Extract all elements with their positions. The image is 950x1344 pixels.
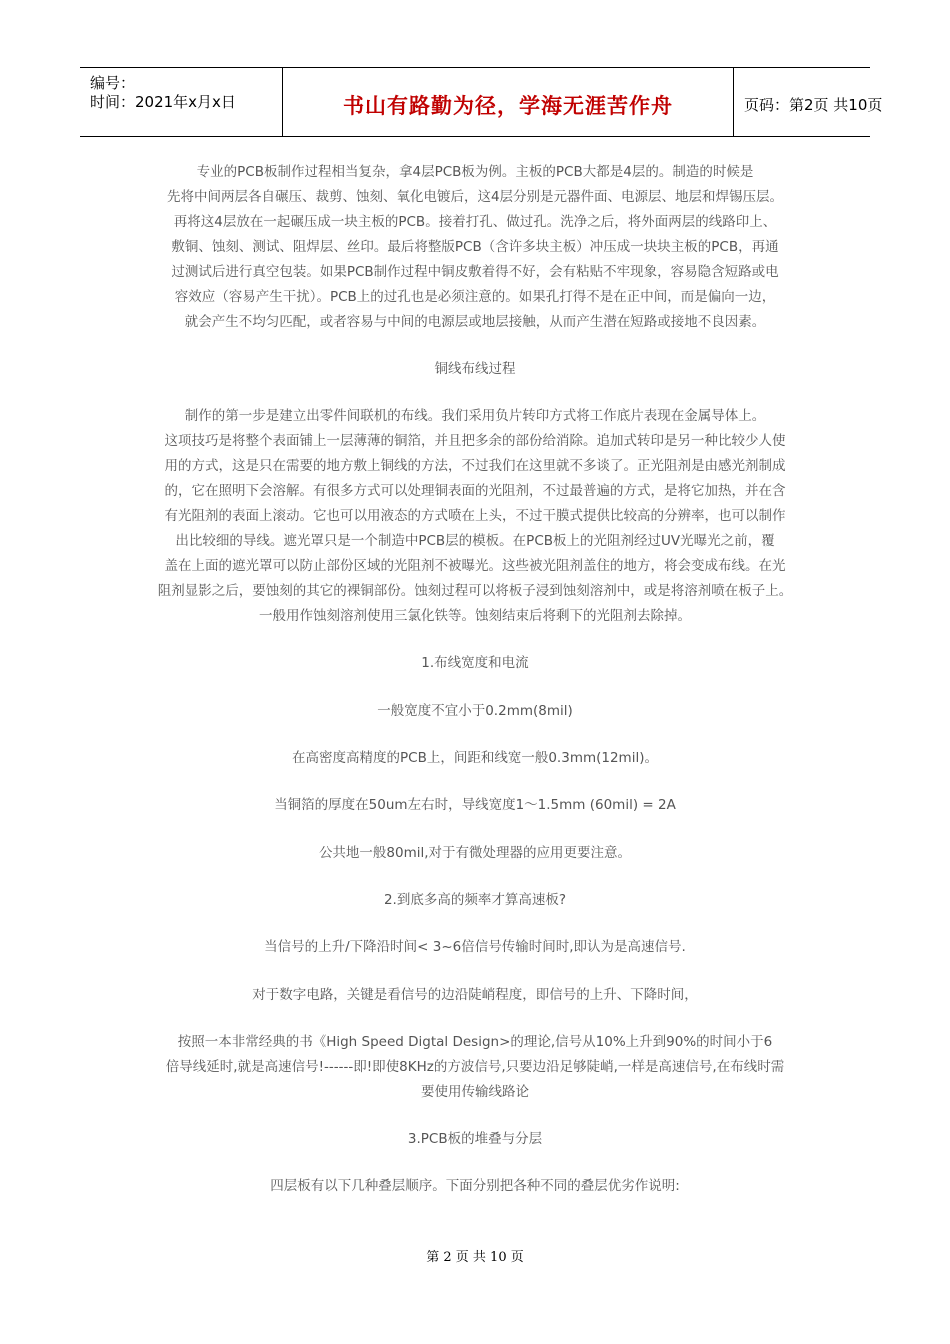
text-line: 这项技巧是将整个表面铺上一层薄薄的铜箔，并且把多余的部份给消除。追加式转印是另一种比较少人使 bbox=[164, 433, 786, 449]
text-line: 倍导线延时,就是高速信号!------即!即使8KHz的方波信号,只要边沿足够陡峭,一样是高速信号,在布线时需 bbox=[165, 1059, 785, 1075]
header-motto: 书山有路勤为径，学海无涯苦作舟 bbox=[343, 94, 673, 118]
text-line: 再将这4层放在一起碾压成一块主板的PCB。接着打孔、做过孔。洗净之后，将外面两层的线路印上、 bbox=[173, 214, 777, 230]
text-line: 公共地一般80mil,对于有微处理器的应用更要注意。 bbox=[318, 845, 632, 861]
text-line: 要使用传输线路论 bbox=[421, 1084, 529, 1100]
text-line: 过测试后进行真空包装。如果PCB制作过程中铜皮敷着得不好，会有粘贴不牢现象，容易隐含短路或电 bbox=[171, 264, 779, 280]
text-line: 一般宽度不宜小于0.2mm(8mil) bbox=[377, 703, 573, 719]
text-line: 就会产生不均匀匹配，或者容易与中间的电源层或地层接触，从而产生潜在短路或接地不良因素。 bbox=[184, 314, 766, 330]
text-line: 对于数字电路，关键是看信号的边沿陡峭程度，即信号的上升、下降时间， bbox=[252, 987, 698, 1003]
text-line: 出比较细的导线。遮光罩只是一个制造中PCB层的模板。在PCB板上的光阻剂经过UV光曝光之前，覆 bbox=[175, 533, 775, 549]
section-heading-width: 1.布线宽度和电流 bbox=[421, 655, 529, 671]
text-line: 阻剂显影之后，要蚀刻的其它的裸铜部份。蚀刻过程可以将板子浸到蚀刻溶剂中，或是将溶剂喷在板子上。 bbox=[157, 583, 793, 599]
text-line: 当铜箔的厚度在50um左右时，导线宽度1～1.5mm (60mil) = 2A bbox=[274, 797, 676, 813]
text-line: 制作的第一步是建立出零件间联机的布线。我们采用负片转印方式将工作底片表现在金属导体上。 bbox=[184, 408, 766, 424]
text-line: 专业的PCB板制作过程相当复杂，拿4层PCB板为例。主板的PCB大都是4层的。制造的时候是 bbox=[196, 164, 754, 180]
text-line: 盖在上面的遮光罩可以防止部份区域的光阻剂不被曝光。这些被光阻剂盖住的地方，将会变成布线。在光 bbox=[164, 558, 786, 574]
header-page-number: 页码：第2页 共10页 bbox=[744, 96, 883, 114]
page-header bbox=[80, 67, 883, 137]
text-line: 先将中间两层各自碾压、裁剪、蚀刻、氧化电镀后，这4层分别是元器件面、电源层、地层和焊锡压层。 bbox=[166, 189, 784, 205]
text-line: 容效应（容易产生干扰）。PCB上的过孔也是必须注意的。如果孔打得不是在正中间，而是偏向一边， bbox=[174, 289, 776, 305]
page-footer: 第 2 页 共 10 页 bbox=[426, 1250, 524, 1265]
text-line: 一般用作蚀刻溶剂使用三氯化铁等。蚀刻结束后将剩下的光阻剂去除掉。 bbox=[259, 608, 691, 624]
section-heading-stack: 3.PCB板的堆叠与分层 bbox=[407, 1131, 543, 1147]
section-heading-speed: 2.到底多高的频率才算高速板? bbox=[383, 892, 567, 908]
document-date-label: 时间：2021年x月x日 bbox=[90, 93, 236, 111]
text-line: 当信号的上升/下降沿时间< 3~6倍信号传输时间时,即认为是高速信号. bbox=[264, 939, 686, 955]
header-info-cell bbox=[80, 68, 283, 136]
text-line: 敷铜、蚀刻、测试、阻焊层、丝印。最后将整版PCB（含许多块主板）冲压成一块块主板的PCB，再通 bbox=[171, 239, 779, 255]
text-line: 按照一本非常经典的书《High Speed Digtal Design>的理论,信号从10%上升到90%的时间小于6 bbox=[177, 1034, 773, 1050]
text-line: 有光阻剂的表面上滚动。它也可以用液态的方式喷在上头，不过干膜式提供比较高的分辨率，也可以制作 bbox=[164, 508, 786, 524]
section-heading-copper: 铜线布线过程 bbox=[434, 361, 516, 377]
text-line: 四层板有以下几种叠层顺序。下面分别把各种不同的叠层优劣作说明: bbox=[270, 1178, 680, 1194]
document-number-label: 编号： bbox=[90, 74, 136, 92]
header-motto-cell bbox=[283, 68, 734, 136]
text-line: 的，它在照明下会溶解。有很多方式可以处理铜表面的光阻剂，不过最普遍的方式，是将它加热，并在含 bbox=[164, 483, 786, 499]
text-line: 在高密度高精度的PCB上，间距和线宽一般0.3mm(12mil)。 bbox=[292, 750, 658, 766]
header-page-cell bbox=[734, 68, 883, 136]
text-line: 用的方式，这是只在需要的地方敷上铜线的方法，不过我们在这里就不多谈了。正光阻剂是由感光剂制成 bbox=[164, 458, 786, 474]
